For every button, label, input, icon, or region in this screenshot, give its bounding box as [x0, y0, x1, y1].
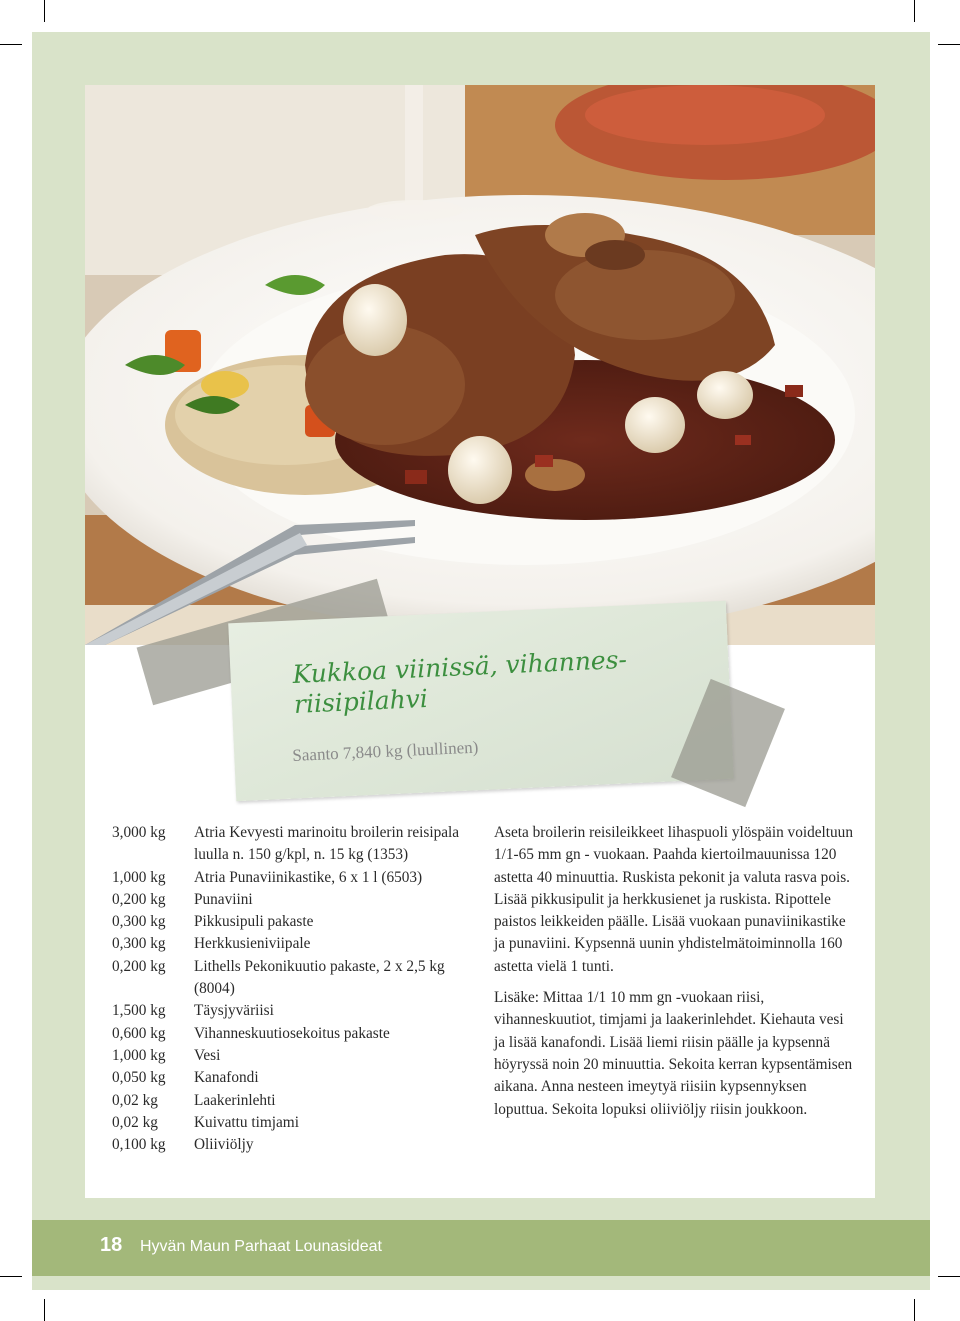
- ingredient-list: [112, 822, 472, 1156]
- ingredient-name: Täysjyväriisi: [194, 1002, 274, 1020]
- recipe-yield: Saanto 7,840 kg (luullinen): [292, 737, 479, 765]
- ingredient-quantity: 0,050 kg: [112, 1069, 166, 1087]
- ingredient-row: [112, 1134, 472, 1156]
- page-number: 18: [100, 1234, 123, 1256]
- ingredient-row: [112, 956, 472, 1001]
- food-photo: [85, 85, 875, 645]
- crop-mark: [44, 1299, 45, 1321]
- crop-mark: [938, 1276, 960, 1277]
- ingredient-name: Kanafondi: [194, 1069, 259, 1087]
- method-paragraph: Lisäke: Mittaa 1/1 10 mm gn -vuokaan riisi, vihanneskuutiot, timjami ja laakerinlehdet. Kiehauta vesi ja lisää kanafondi. Lisää liemi riisin päälle ja kypsennä höyryssä noin 20 minuuttia. Sekoita kerran kypsentämisen aikana. Anna nesteen imeytyä riisiin kypsennyksen loputtua. Sekoita lopuksi oliiviöljy riisin joukkoon.: [494, 989, 853, 1118]
- ingredient-quantity: 0,100 kg: [112, 1136, 166, 1154]
- ingredient-quantity: 0,200 kg: [112, 957, 166, 975]
- ingredient-name: Atria Kevyesti marinoitu broilerin reisipala luulla n. 150 g/kpl, n. 15 kg (1353): [194, 824, 460, 864]
- ingredient-row: [112, 1112, 472, 1134]
- ingredient-quantity: 1,000 kg: [112, 868, 166, 886]
- ingredient-quantity: 0,02 kg: [112, 1113, 158, 1131]
- ingredient-quantity: 0,300 kg: [112, 935, 166, 953]
- food-photo-illustration: [85, 85, 875, 645]
- ingredient-name: Laakerinlehti: [194, 1091, 276, 1109]
- recipe-title-line: Kukkoa viinissä, vihannes-: [292, 644, 628, 689]
- ingredient-quantity: 1,500 kg: [112, 1002, 166, 1020]
- ingredient-quantity: 3,000 kg: [112, 824, 166, 841]
- crop-mark: [938, 44, 960, 45]
- ingredient-quantity: 0,02 kg: [112, 1091, 158, 1109]
- ingredient-quantity: 1,000 kg: [112, 1046, 166, 1064]
- ingredient-row: [112, 822, 472, 867]
- ingredient-name: Vihanneskuutiosekoitus pakaste: [194, 1024, 390, 1042]
- book-title: Hyvän Maun Parhaat Lounasideat: [140, 1238, 382, 1255]
- crop-mark: [0, 44, 22, 45]
- ingredient-quantity: 0,200 kg: [112, 890, 166, 908]
- crop-mark: [914, 1299, 915, 1321]
- ingredient-name: Punaviini: [194, 890, 253, 908]
- ingredient-name: Atria Punaviinikastike, 6 x 1 l (6503): [194, 868, 423, 886]
- ingredient-row: [112, 911, 472, 933]
- ingredient-quantity: 0,600 kg: [112, 1024, 166, 1042]
- crop-mark: [44, 0, 45, 22]
- ingredient-row: [112, 933, 472, 955]
- crop-mark: [0, 1276, 22, 1277]
- ingredient-name: Herkkusieniviipale: [194, 935, 311, 953]
- ingredient-name: Lithells Pekonikuutio pakaste, 2 x 2,5 kg (8004): [194, 957, 445, 998]
- ingredient-quantity: 0,300 kg: [112, 913, 166, 931]
- ingredient-row: [112, 1067, 472, 1089]
- ingredient-row: [112, 1090, 472, 1112]
- ingredient-name: Oliiviöljy: [194, 1136, 254, 1154]
- ingredient-row: [112, 1045, 472, 1067]
- ingredient-name: Kuivattu timjami: [194, 1113, 299, 1131]
- ingredient-row: [112, 889, 472, 911]
- ingredient-row: [112, 1000, 472, 1022]
- method-text: [494, 822, 856, 1130]
- recipe-title-line: riisipilahvi: [293, 683, 429, 719]
- method-paragraph: Aseta broilerin reisileikkeet lihaspuoli ylöspäin voideltuun 1/1-65 mm gn - vuokaan. Paahda kiertoilmauunissa 120 astetta 40 minuuttia. Ruskista pekonit ja valuta rasva pois. Lisää pikkusipulit ja herkkusienet ja ruskista. Ripottele paistos leikkeiden päälle. Lisää vuokaan punaviinikastike ja punaviini. Kypsennä uunin yhdistelmätoiminnolla 160 astetta vielä 1 tunti.: [494, 824, 853, 975]
- ingredient-row: [112, 867, 472, 889]
- ingredient-name: Vesi: [194, 1046, 221, 1064]
- ingredient-row: [112, 1023, 472, 1045]
- ingredient-name: Pikkusipuli pakaste: [194, 913, 314, 931]
- crop-mark: [914, 0, 915, 22]
